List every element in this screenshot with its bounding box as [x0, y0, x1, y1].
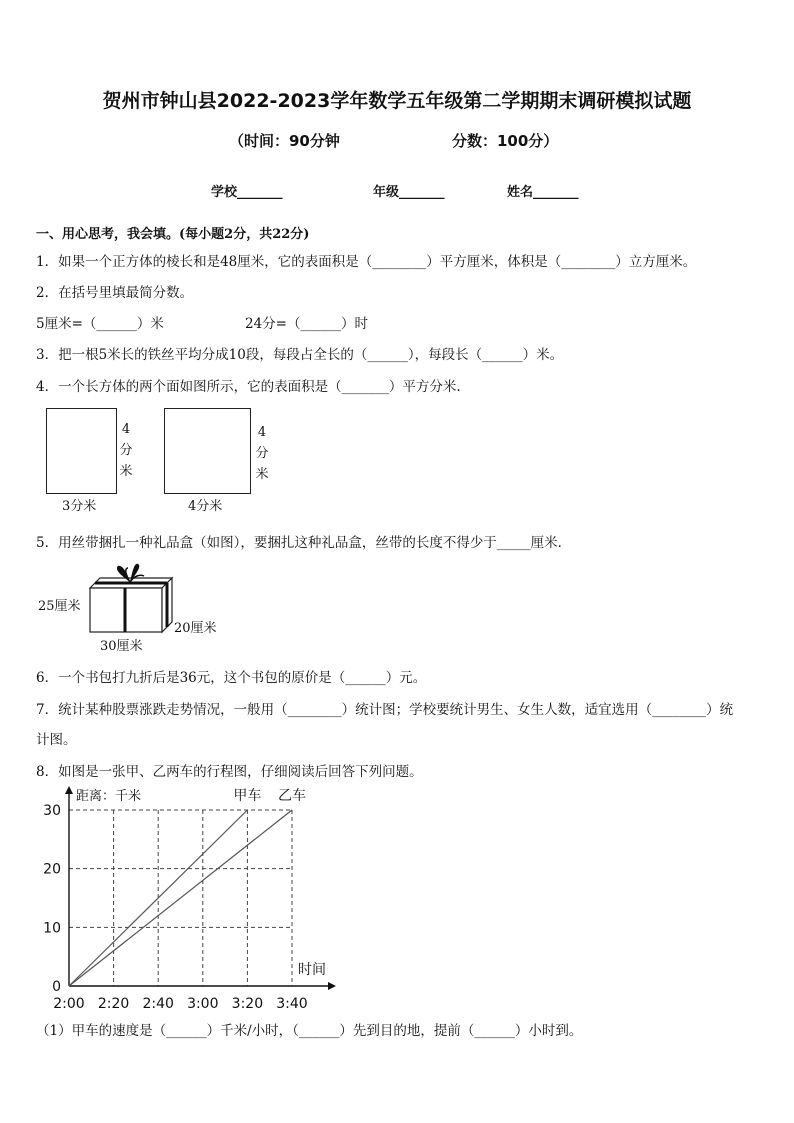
- series-line: [69, 810, 292, 986]
- exam-time: （时间：90分钟: [229, 132, 340, 150]
- face-rect-1: [46, 408, 117, 494]
- question-2: 2．在括号里填最简分数。: [36, 285, 194, 301]
- box-height-label: 25厘米: [38, 599, 81, 614]
- section-heading: 一、用心思考，我会填。(每小题2分，共22分): [36, 227, 310, 242]
- x-tick-label: 3:40: [276, 996, 308, 1012]
- rect1-height-label: 4 分 米: [119, 422, 133, 479]
- gift-box-drawing: [84, 562, 180, 640]
- series-name-label: 乙车: [278, 788, 306, 804]
- question-2a: 5厘米=（______）米: [36, 316, 164, 332]
- question-4: 4．一个长方体的两个面如图所示，它的表面积是（_______）平方分米.: [36, 379, 461, 395]
- question-2b: 24分=（______）时: [245, 316, 368, 332]
- rect2-height-label: 4 分 米: [255, 425, 269, 482]
- question-7: 7．统计某种股票涨跌走势情况，一般用（________）统计图；学校要统计男生、女生人数，适宜选用（________）统: [36, 702, 734, 718]
- x-axis-arrow: [328, 982, 336, 990]
- y-tick-label: 10: [43, 920, 61, 937]
- exam-score: 分数：100分）: [452, 132, 559, 150]
- rect2-width-label: 4分米: [188, 499, 223, 514]
- question-1: 1．如果一个正方体的棱长和是48厘米，它的表面积是（________）平方厘米，体积是（________）立方厘米。: [36, 254, 697, 270]
- x-axis-title: 时间: [298, 962, 326, 978]
- x-tick-label: 2:00: [53, 996, 85, 1012]
- rect1-width-label: 3分米: [62, 499, 97, 514]
- box-width-label: 20厘米: [174, 621, 217, 636]
- travel-chart: [30, 780, 340, 1015]
- x-tick-label: 2:20: [97, 996, 130, 1012]
- question-5: 5．用丝带捆扎一种礼品盒（如图），要捆扎这种礼品盒，丝带的长度不得少于_____厘米．: [36, 535, 572, 551]
- y-tick-label: 20: [43, 861, 61, 878]
- question-7-cont: 计图。: [36, 732, 77, 748]
- question-6: 6．一个书包打九折后是36元，这个书包的原价是（______）元。: [36, 670, 427, 686]
- x-tick-label: 3:00: [187, 996, 219, 1012]
- face-rect-2: [164, 408, 251, 494]
- y-tick-label: 0: [52, 979, 61, 995]
- question-8: 8．如图是一张甲、乙两车的行程图，仔细阅读后回答下列问题。: [36, 764, 423, 780]
- y-axis-title: 距离：千米: [76, 789, 142, 804]
- box-length-label: 30厘米: [100, 639, 143, 654]
- question-8-1: （1）甲车的速度是（______）千米/小时，（______）先到目的地，提前（______）小时到。: [36, 1023, 583, 1039]
- x-tick-label: 3:20: [231, 996, 264, 1012]
- y-axis-arrow: [65, 786, 73, 794]
- grade-field: 年级_______: [373, 185, 445, 200]
- name-field: 姓名_______: [507, 185, 579, 200]
- question-3: 3．把一根5米长的铁丝平均分成10段，每段占全长的（______），每段长（______）米。: [36, 347, 564, 363]
- page-title: 贺州市钟山县2022-2023学年数学五年级第二学期期末调研模拟试题: [102, 90, 692, 112]
- series-name-label: 甲车: [233, 788, 262, 804]
- y-tick-label: 30: [43, 803, 61, 819]
- school-field: 学校_______: [211, 185, 283, 200]
- x-tick-label: 2:40: [142, 996, 174, 1012]
